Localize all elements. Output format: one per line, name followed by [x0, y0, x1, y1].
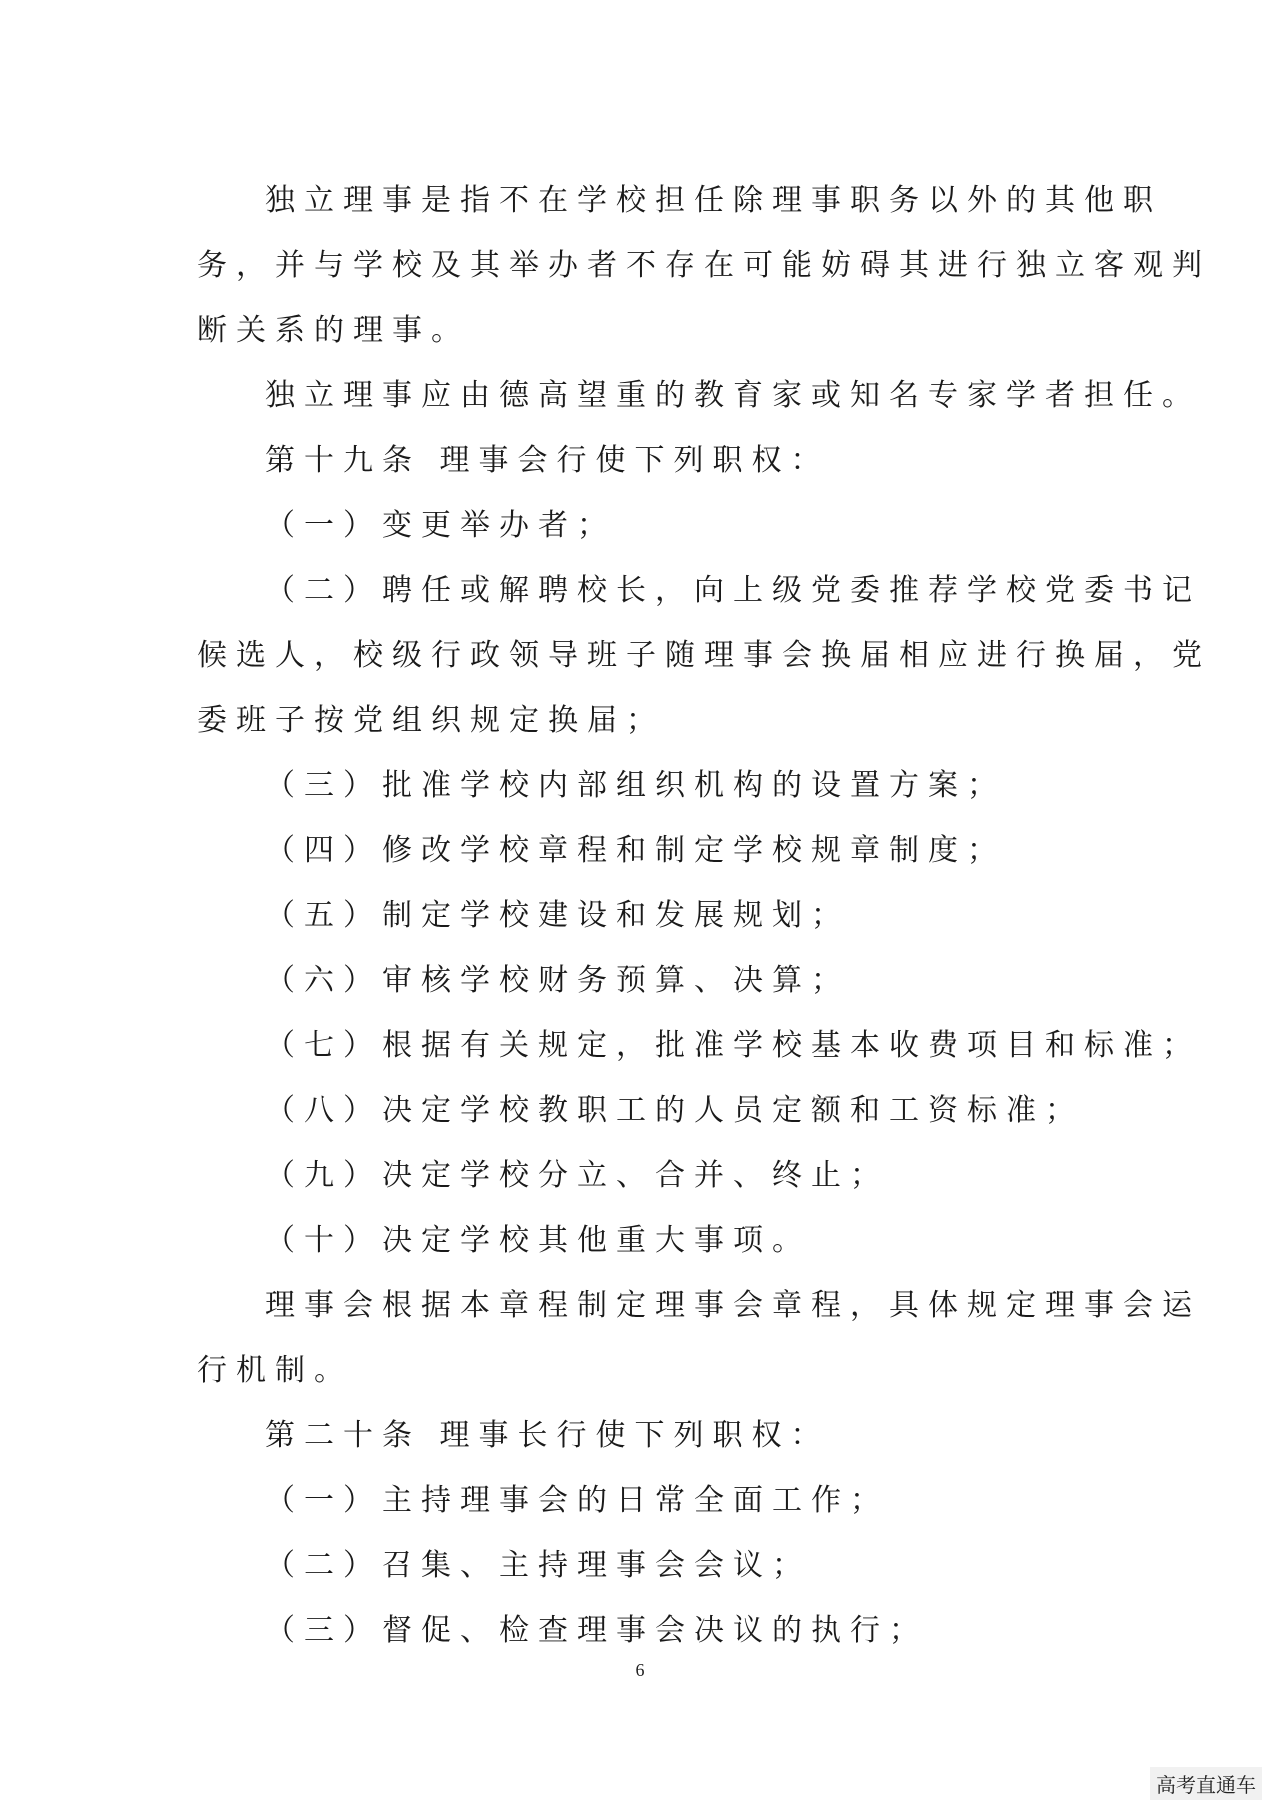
text-line: （七）根据有关规定，批准学校基本收费项目和标准； — [265, 1028, 1201, 1063]
text-line: 独立理事应由德高望重的教育家或知名专家学者担任。 — [265, 378, 1201, 413]
text-line: （三）批准学校内部组织机构的设置方案； — [265, 768, 1006, 803]
text-line: 断关系的理事。 — [197, 313, 470, 348]
text-line: （八）决定学校教职工的人员定额和工资标准； — [265, 1093, 1084, 1128]
text-line: （九）决定学校分立、合并、终止； — [265, 1158, 889, 1193]
text-line: （五）制定学校建设和发展规划； — [265, 898, 850, 933]
page-number: 6 — [635, 1660, 645, 1680]
text-line: （一）变更举办者； — [265, 508, 616, 543]
text-line: （二）召集、主持理事会会议； — [265, 1548, 811, 1583]
text-line: （二）聘任或解聘校长，向上级党委推荐学校党委书记 — [265, 573, 1201, 608]
text-line: 候选人，校级行政领导班子随理事会换届相应进行换届，党 — [197, 638, 1211, 673]
text-line: 第十九条 理事会行使下列职权： — [265, 443, 830, 478]
text-line: 委班子按党组织规定换届； — [197, 703, 665, 738]
text-line: 务，并与学校及其举办者不存在可能妨碍其进行独立客观判 — [197, 248, 1211, 283]
watermark: 高考直通车 — [1150, 1767, 1262, 1800]
text-line: （六）审核学校财务预算、决算； — [265, 963, 850, 998]
document-body — [197, 168, 1211, 1663]
text-line: 第二十条 理事长行使下列职权： — [265, 1418, 830, 1453]
text-line: （一）主持理事会的日常全面工作； — [265, 1483, 889, 1518]
text-line: 独立理事是指不在学校担任除理事职务以外的其他职 — [265, 183, 1162, 218]
text-line: 理事会根据本章程制定理事会章程，具体规定理事会运 — [265, 1288, 1201, 1323]
text-line: 行机制。 — [197, 1353, 353, 1388]
text-line: （三）督促、检查理事会决议的执行； — [265, 1613, 928, 1648]
text-line: （十）决定学校其他重大事项。 — [265, 1223, 811, 1258]
text-line: （四）修改学校章程和制定学校规章制度； — [265, 833, 1006, 868]
